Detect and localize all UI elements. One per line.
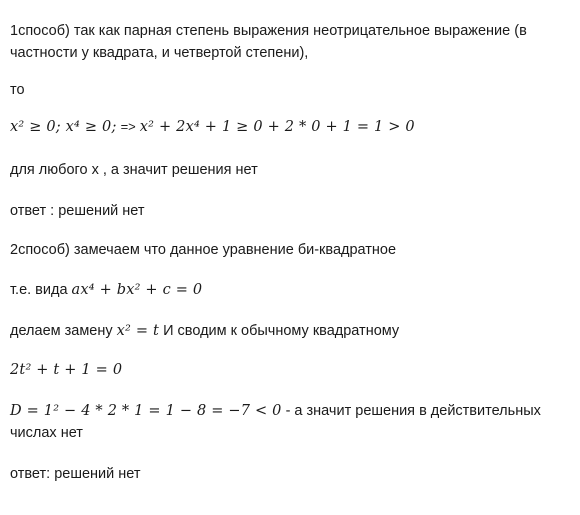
biquadratic-form: ax⁴ + bx² + c = 0 [71, 282, 203, 298]
method2-answer: ответ: решений нет [10, 466, 141, 482]
substitution-tail: И сводим к обычному квадратному [163, 323, 400, 339]
method1-intro: 1способ) так как парная степень выражения неотрицательное выражение (в частности у квадрата, и четвертой степени), [10, 23, 527, 61]
method1-then: то [10, 82, 25, 98]
inequality-left: x² ≥ 0; x⁴ ≥ 0; [10, 119, 117, 135]
method2-substitution [10, 320, 399, 342]
discriminant-math: D = 1² − 4 * 2 * 1 = 1 − 8 = −7 < 0 [10, 403, 282, 419]
form-label: т.е. вида [10, 282, 68, 298]
discriminant-text: - а значит решения в действительных числах нет [10, 403, 541, 441]
inequality-right: x² + 2x⁴ + 1 ≥ 0 + 2 * 0 + 1 = 1 > 0 [139, 119, 415, 135]
substitution-math: x² = t [116, 323, 160, 339]
method1-conclusion: для любого x , а значит решения нет [10, 162, 258, 178]
quadratic-equation: 2t² + t + 1 = 0 [10, 362, 123, 378]
implies-arrow: => [120, 119, 136, 134]
method1-inequality [10, 116, 415, 138]
method1-answer: ответ : решений нет [10, 203, 145, 219]
method2-intro: 2способ) замечаем что данное уравнение би-квадратное [10, 242, 397, 258]
method2-discriminant [10, 400, 575, 444]
method2-form [10, 279, 202, 301]
method2-quadratic [10, 359, 122, 381]
substitution-label: делаем замену [10, 323, 113, 339]
